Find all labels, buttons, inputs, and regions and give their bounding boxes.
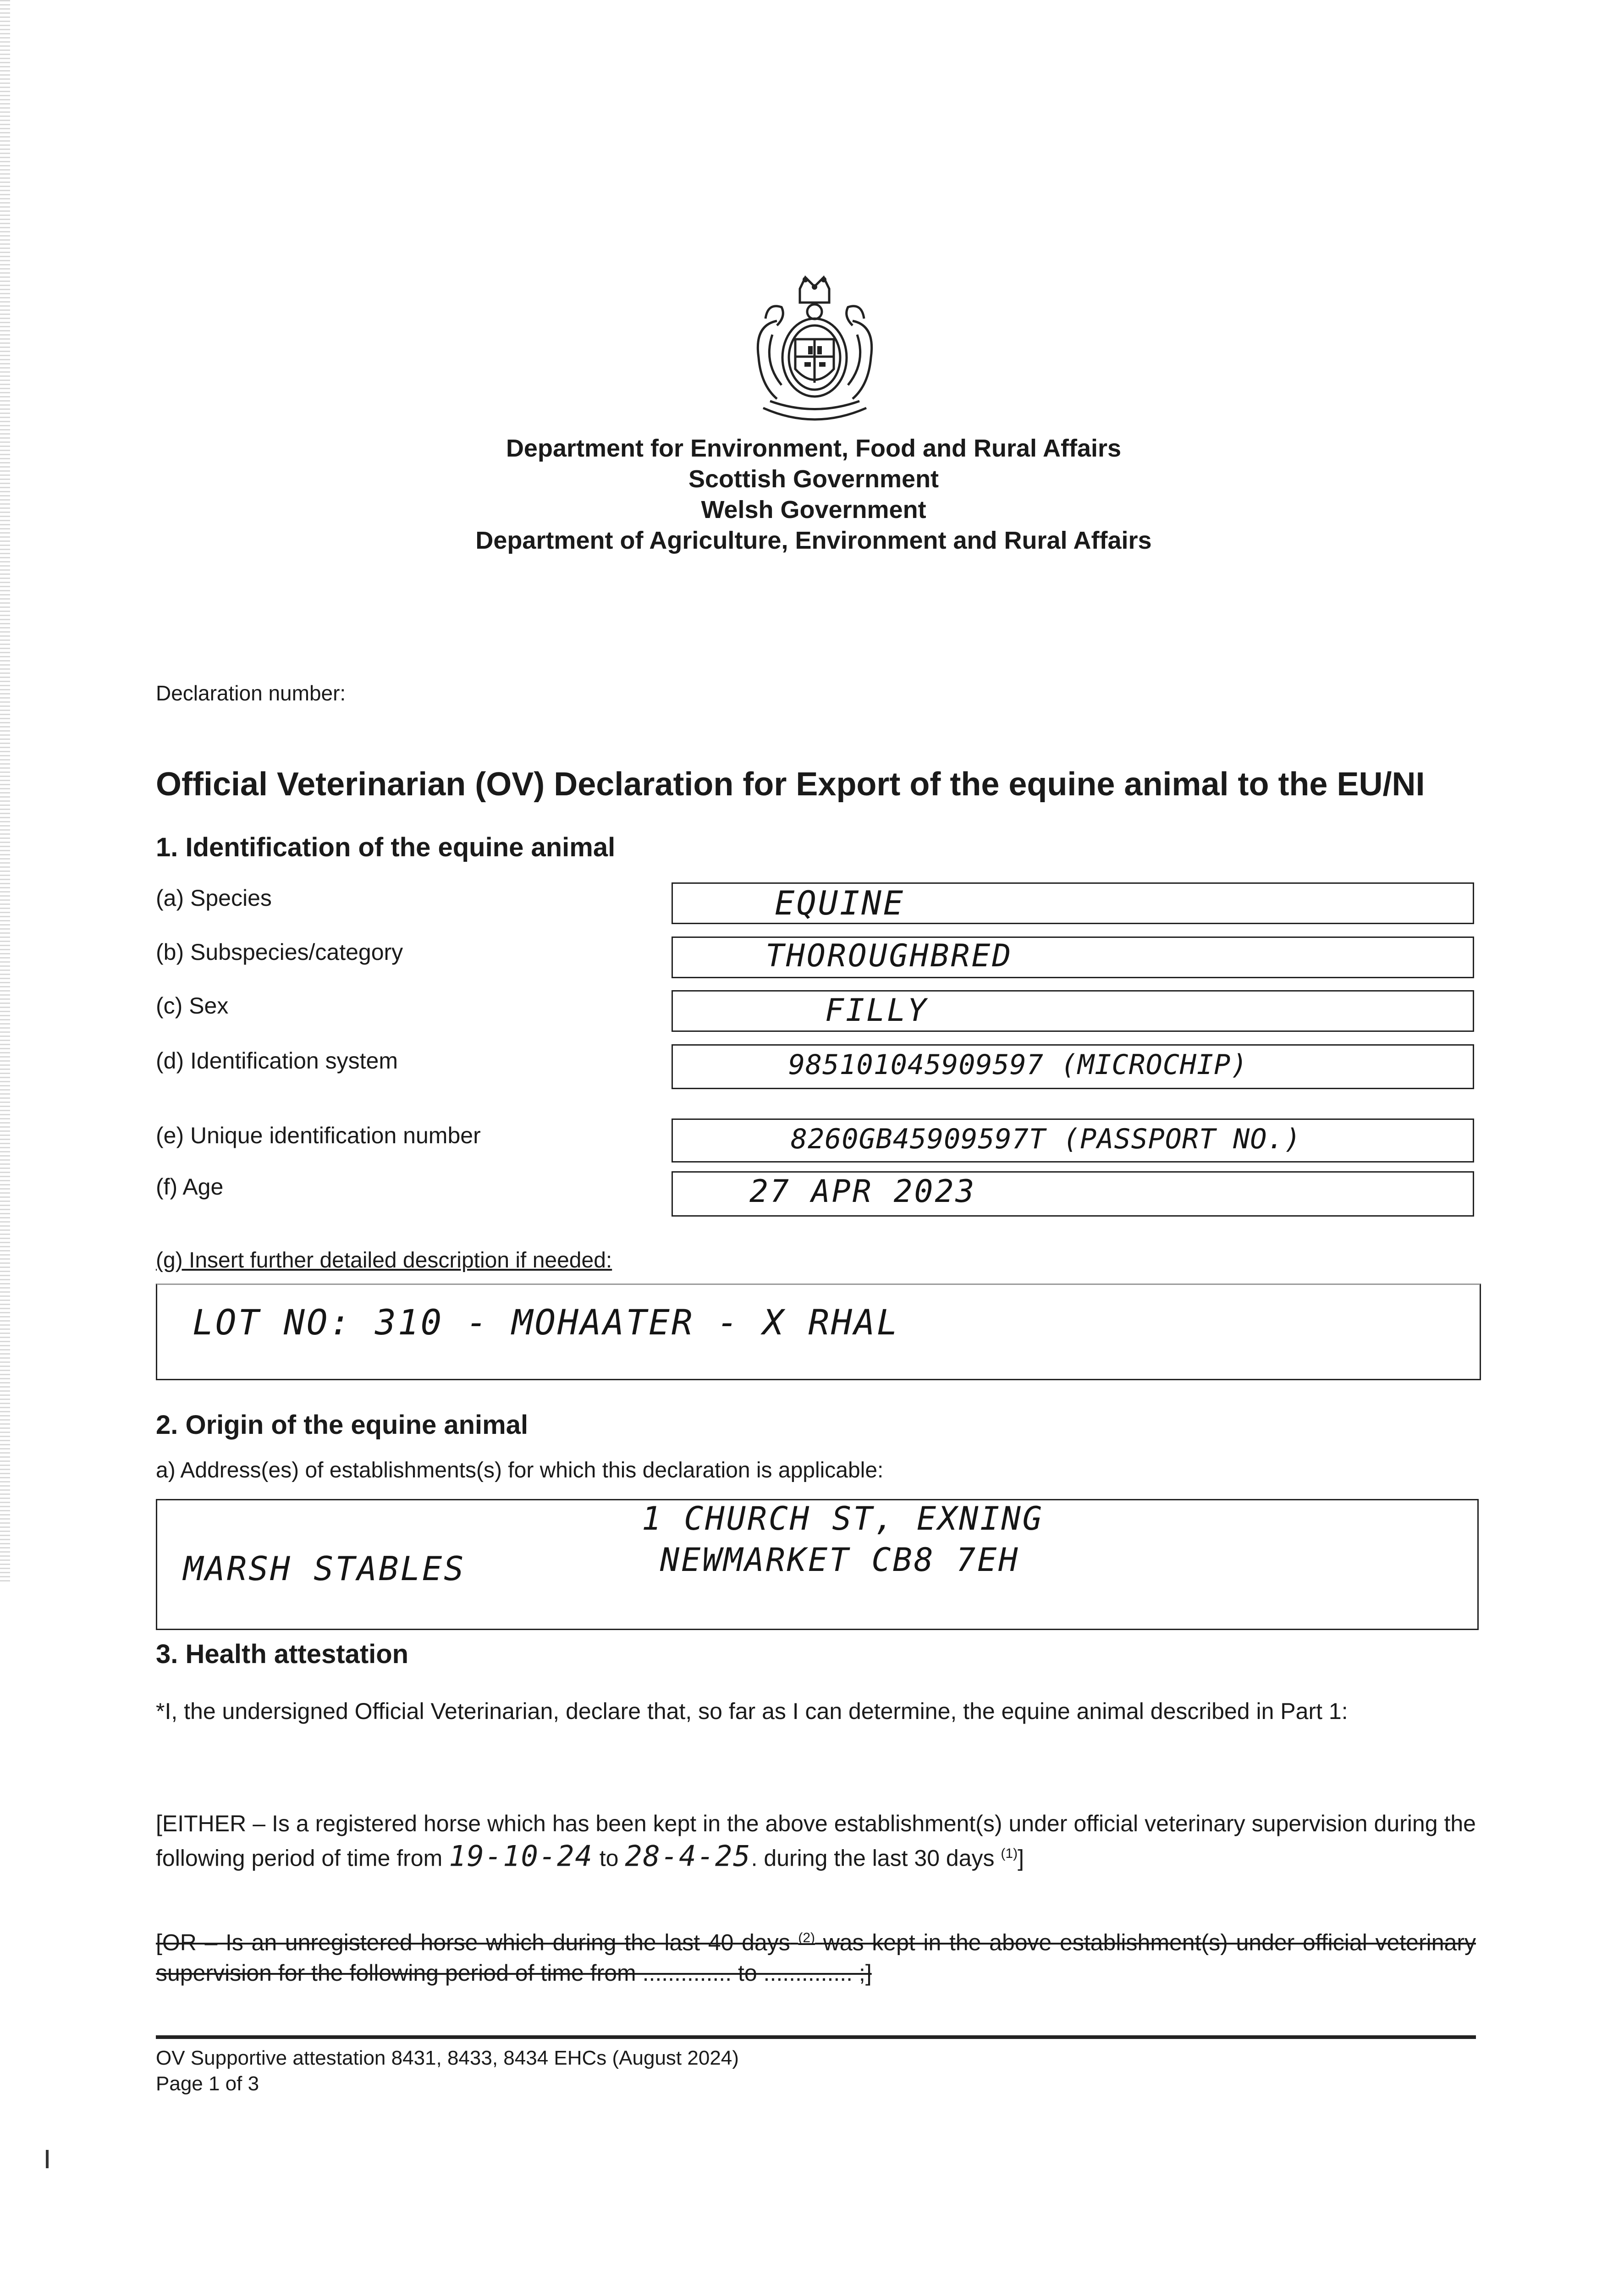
species-value: EQUINE <box>775 884 905 922</box>
declaration-number-label: Declaration number: <box>156 681 346 705</box>
description-value: LOT NO: 310 - MOHAATER - X RHAL <box>193 1302 900 1343</box>
either-clause-tail: . during the last 30 days <box>751 1845 995 1871</box>
either-clause-text: [EITHER – Is a registered horse which has been kept in the above establishment(s) under official veterinary supervision during the following period of time from <box>156 1811 1476 1871</box>
unique-id-value: 8260GB45909597T (PASSPORT NO.) <box>791 1123 1301 1155</box>
department-defra: Department for Environment, Food and Rural Affairs <box>506 435 1122 462</box>
section2-heading: 2. Origin of the equine animal <box>156 1410 528 1440</box>
sex-field[interactable] <box>672 990 1474 1032</box>
address-label: a) Address(es) of establishments(s) for which this declaration is applicable: <box>156 1458 884 1482</box>
address-line1: 1 CHURCH ST, EXNING <box>642 1500 1044 1537</box>
either-close: ] <box>1018 1845 1024 1871</box>
age-value: 27 APR 2023 <box>749 1174 976 1210</box>
footer-attestation: OV Supportive attestation 8431, 8433, 8434 EHCs (August 2024) <box>156 2047 739 2069</box>
department-scottish-government: Scottish Government <box>688 465 939 493</box>
description-label: (g) Insert further detailed description if needed: <box>156 1248 612 1273</box>
from-date: 19-10-24 <box>449 1839 593 1873</box>
sex-label: (c) Sex <box>156 993 229 1019</box>
or-clause-text: [OR – Is an unregistered horse which during the last 40 days <box>156 1929 790 1956</box>
subspecies-value: THOROUGHBRED <box>765 938 1013 974</box>
establishment-name: MARSH STABLES <box>183 1549 466 1588</box>
either-clause <box>156 1808 1476 1873</box>
scan-edge-artifact <box>0 0 10 1581</box>
to-date: 28-4-25 <box>625 1839 751 1873</box>
unique-id-label: (e) Unique identification number <box>156 1123 481 1148</box>
health-attestation-intro: *I, the undersigned Official Veterinarian, declare that, so far as I can determine, the equine animal described in Part 1: <box>156 1698 1348 1724</box>
or-clause-struck <box>156 1923 1476 1988</box>
to-word: to <box>599 1845 619 1871</box>
department-list <box>321 433 1306 556</box>
identification-system-value: 985101045909597 (MICROCHIP) <box>788 1049 1248 1081</box>
sex-value: FILLY <box>825 992 928 1029</box>
page-title: Official Veterinarian (OV) Declaration for Export of the equine animal to the EU/NI <box>156 766 1425 803</box>
section3-heading: 3. Health attestation <box>156 1639 409 1669</box>
subspecies-label: (b) Subspecies/category <box>156 939 403 965</box>
footer-page-number: Page 1 of 3 <box>156 2072 259 2095</box>
identification-system-label: (d) Identification system <box>156 1048 398 1074</box>
species-label: (a) Species <box>156 885 272 911</box>
scan-mark <box>46 2150 49 2168</box>
section1-heading: 1. Identification of the equine animal <box>156 832 616 862</box>
footer-divider <box>156 2035 1476 2039</box>
either-footnote: (1) <box>1001 1846 1018 1861</box>
age-label: (f) Age <box>156 1174 224 1200</box>
address-line2: NEWMARKET CB8 7EH <box>660 1541 1020 1579</box>
or-footnote: (2) <box>798 1930 815 1945</box>
footer <box>156 2045 739 2097</box>
department-welsh-government: Welsh Government <box>701 496 926 523</box>
or-clause-text2: was kept in the above establishment(s) under official veterinary supervision for the following period of time from .............. to .............. ;] <box>156 1929 1476 1986</box>
department-daera: Department of Agriculture, Environment and Rural Affairs <box>475 527 1152 554</box>
royal-coat-of-arms-logo <box>722 270 908 431</box>
